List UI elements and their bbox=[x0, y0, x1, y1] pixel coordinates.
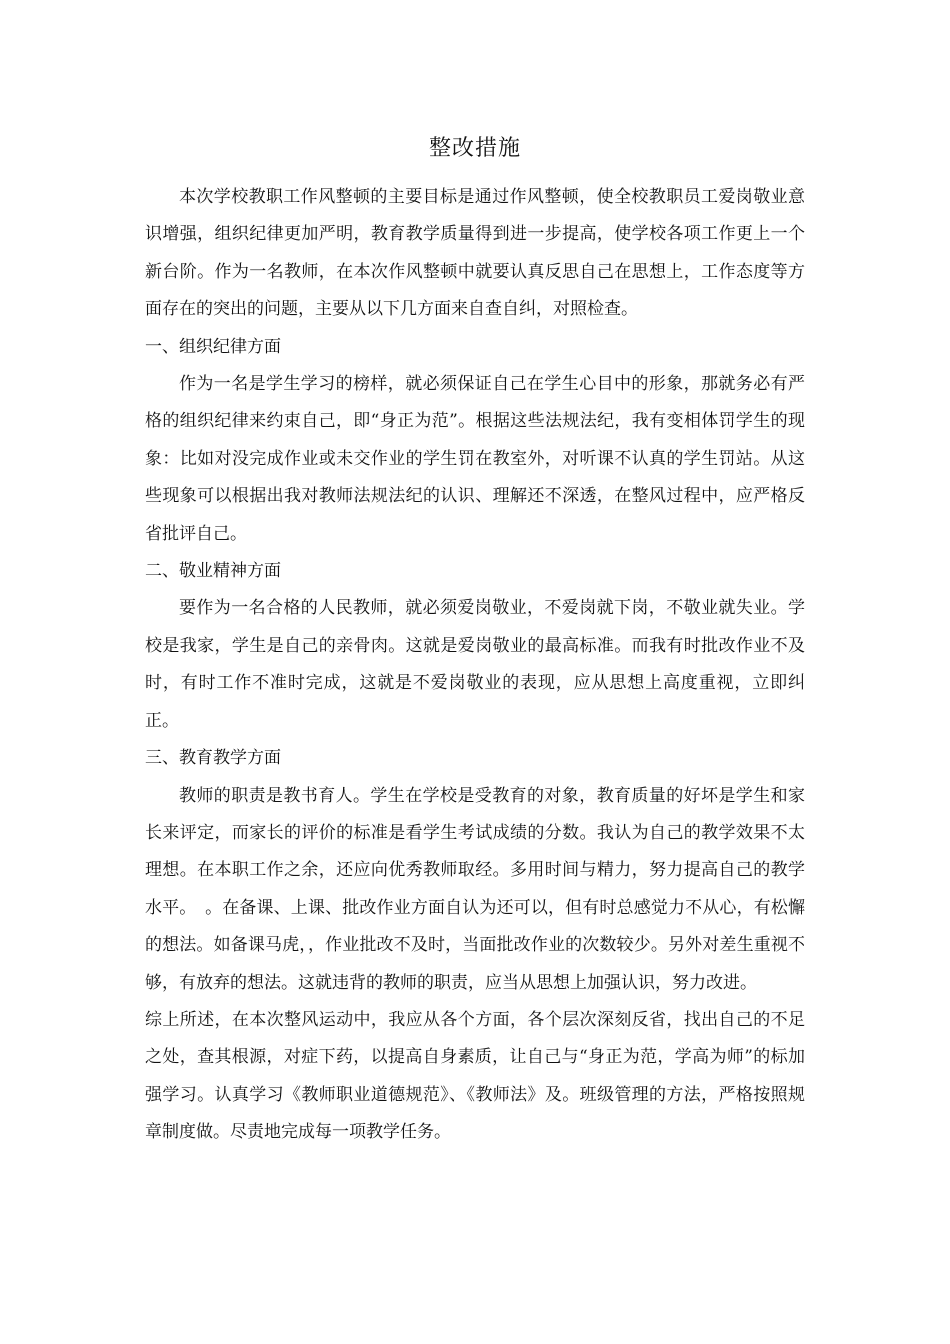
document-body bbox=[145, 179, 805, 1152]
document-title: 整改措施 bbox=[428, 136, 521, 161]
section-text-teaching: 教师的职责是教书育人。学生在学校是受教育的对象，教育质量的好坏是学生和家长来评定，而家长的评价的标准是看学生考试成绩的分数。我认为自己的教学效果不太理想。在本职工作之余，还应向优秀教师取经。多用时间与精力，努力提高自己的教学水平。 。在备课、上课、批改作业方面自认为还可以，但有时总感觉力不从心，有松懈的想法。如备课马虎，，作业批改不及时，当面批改作业的次数较少。另外对差生重视不够，有放弃的想法。这就违背的教师的职责，应当从思想上加强认识，努力改进。 bbox=[145, 785, 805, 993]
section-text-discipline: 作为一名是学生学习的榜样，就必须保证自己在学生心目中的形象，那就务必有严格的组织纪律来约束自己，即“身正为范”。根据这些法规法纪，我有变相体罚学生的现象：比如对没完成作业或未交作业的学生罚在教室外，对听课不认真的学生罚站。从这些现象可以根据出我对教师法规法纪的认识、理解还不深透，在整风过程中，应严格反省批评自己。 bbox=[145, 374, 805, 544]
section-heading-discipline: 一、组织纪律方面 bbox=[145, 336, 281, 357]
section-text-dedication: 要作为一名合格的人民教师，就必须爱岗敬业，不爱岗就下岗，不敬业就失业。学校是我家，学生是自己的亲骨肉。这就是爱岗敬业的最高标准。而我有时批改作业不及时，有时工作不准时完成，这就是不爱岗敬业的表现，应从思想上高度重视，立即纠正。 bbox=[145, 598, 805, 731]
section-heading-teaching: 三、教育教学方面 bbox=[145, 748, 281, 769]
intro-paragraph: 本次学校教职工作风整顿的主要目标是通过作风整顿，使全校教职员工爱岗敬业意识增强，组织纪律更加严明，教育教学质量得到进一步提高，使学校各项工作更上一个新台阶。作为一名教师，在本次作风整顿中就要认真反思自己在思想上，工作态度等方面存在的突出的问题，主要从以下几方面来自查自纠，对照检查。 bbox=[145, 187, 805, 320]
conclusion-paragraph: 综上所述，在本次整风运动中，我应从各个方面，各个层次深刻反省，找出自己的不足之处，查其根源，对症下药，以提高自身素质，让自己与“身正为范，学高为师”的标加强学习。认真学习《教师职业道德规范》、《教师法》及。班级管理的方法，严格按照规章制度做。尽责地完成每一项教学任务。 bbox=[145, 1009, 805, 1143]
section-heading-dedication: 二、敬业精神方面 bbox=[145, 561, 281, 582]
